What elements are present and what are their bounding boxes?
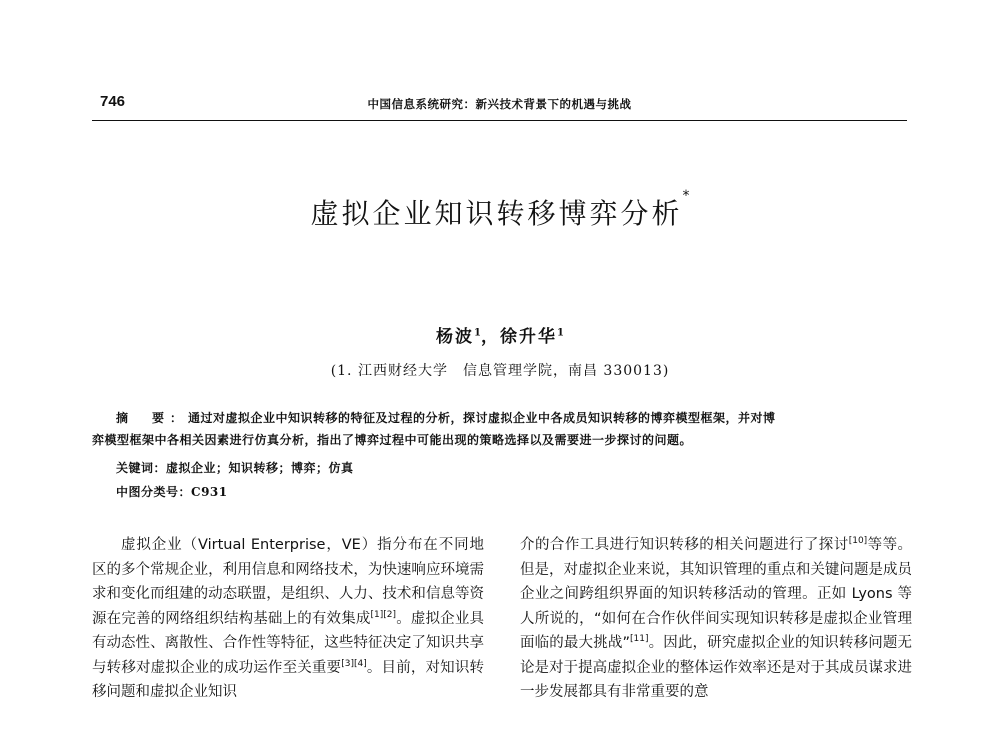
affiliation: (1. 江西财经大学 信息管理学院，南昌 330013) [330,363,670,379]
keywords [116,459,354,476]
classification-label: 中图分类号： [116,485,192,499]
abstract-line-1 [92,407,907,429]
body-text: 等等。但是，对虚拟企业来说，其知识管理的重点和关键问题是成员企业之间跨组织界面的知识转移活动的管理。正如 Lyons 等人所说的，“如何在合作伙伴间实现知识转移是虚拟企业管理面临的最大挑战” [520,537,913,651]
title-footnote-mark: * [682,188,690,204]
paper-title-text: 虚拟企业知识转移博弈分析 [310,197,683,230]
body-text: 。因此，研究虚拟企业的知识转移问题无论是对于提高虚拟企业的整体运作效率还是对于其成员谋求进一步发展都具有非常重要的意 [520,635,913,700]
abstract-line-2: 弈模型框架中各相关因素进行仿真分析，指出了博弈过程中可能出现的策略选择以及需要进一步探讨的问题。 [92,433,693,447]
body-text: 虚拟企业（Virtual Enterprise，VE）指分布在不同地区的多个常规企业，利用信息和网络技术，为快速响应环境需求和变化而组建的动态联盟，是组织、人力、技术和信息等资源在完善的网络组织结构基础上的有效集成 [92,537,484,627]
citation-ref: [1][2] [370,609,397,620]
paper-title [0,188,1000,232]
body-text: 。目前，对知识转移问题和虚拟企业知识 [92,659,484,700]
classification-code: C931 [191,485,228,499]
author-2: 徐升华 [500,327,557,347]
citation-ref: [3][4] [341,658,367,669]
keywords-label: 关键词： [116,461,167,475]
body-text: 介的合作工具进行知识转移的相关问题进行了探讨 [520,537,849,553]
author-separator: ， [481,327,500,347]
page-header [92,93,907,119]
body-text: 。虚拟企业具有动态性、离散性、合作性等特征，这些特征决定了知识共享与转移对虚拟企业的成功运作至关重要 [92,610,485,676]
citation-ref: [10] [848,536,868,547]
body-paragraph-left [92,533,484,705]
body-column-left [92,533,484,705]
header-rule [92,120,907,121]
author-1-affil-mark: 1 [474,327,481,339]
citation-ref: [11] [630,634,649,645]
author-2-affil-mark: 1 [557,327,564,339]
abstract-text-1: 通过对虚拟企业中知识转移的特征及过程的分析，探讨虚拟企业中各成员知识转移的博弈模型框架，并对博 [188,411,776,425]
author-1: 杨波 [436,327,475,347]
authors [0,322,1000,347]
abstract [92,407,907,451]
body-paragraph-right [520,533,912,705]
keywords-text: 虚拟企业；知识转移；博弈；仿真 [166,461,354,475]
body-column-right [520,533,912,705]
classification [116,483,228,500]
running-title: 中国信息系统研究：新兴技术背景下的机遇与挑战 [367,97,632,111]
abstract-label: 摘 要： [116,411,189,425]
page-number: 746 [100,93,126,110]
